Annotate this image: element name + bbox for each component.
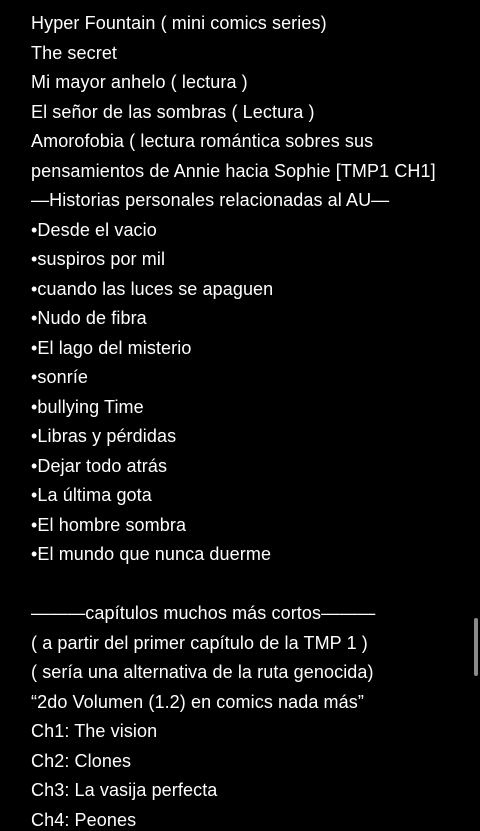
chapter-line: Ch2: Clones [31, 751, 132, 771]
note-line-title: Hyper Fountain ( mini comics series) [31, 13, 327, 33]
blank-line [31, 569, 474, 599]
note-line: El señor de las sombras ( Lectura ) [31, 102, 315, 122]
note-line: Amorofobia ( lectura romántica sobres sus [31, 131, 374, 151]
list-item: •cuando las luces se apaguen [31, 279, 274, 299]
note-line: pensamientos de Annie hacia Sophie [TMP1 CH1] [31, 161, 436, 181]
note-line: Mi mayor anhelo ( lectura ) [31, 72, 248, 92]
section-heading: —Historias personales relacionadas al AU— [31, 190, 390, 210]
note-line: The secret [31, 43, 118, 63]
list-item: •El mundo que nunca duerme [31, 544, 272, 564]
note-line: ( sería una alternativa de la ruta genocida) [31, 662, 374, 682]
list-item: •Desde el vacio [31, 220, 157, 240]
list-item: •Libras y pérdidas [31, 426, 177, 446]
list-item: •El hombre sombra [31, 515, 187, 535]
chapter-line: Ch3: La vasija perfecta [31, 780, 218, 800]
list-item: •La última gota [31, 485, 152, 505]
list-item: •El lago del misterio [31, 338, 192, 358]
note-line: ( a partir del primer capítulo de la TMP 1 ) [31, 633, 368, 653]
section-heading: ———capítulos muchos más cortos——— [31, 603, 376, 623]
note-line: “2do Volumen (1.2) en comics nada más” [31, 692, 364, 712]
list-item: •suspiros por mil [31, 249, 166, 269]
list-item: •Nudo de fibra [31, 308, 147, 328]
chapter-line: Ch4: Peones [31, 810, 137, 830]
list-item: •Dejar todo atrás [31, 456, 168, 476]
list-item: •sonríe [31, 367, 89, 387]
vertical-scrollbar[interactable] [474, 618, 478, 676]
chapter-line: Ch1: The vision [31, 721, 158, 741]
list-item: •bullying Time [31, 397, 144, 417]
